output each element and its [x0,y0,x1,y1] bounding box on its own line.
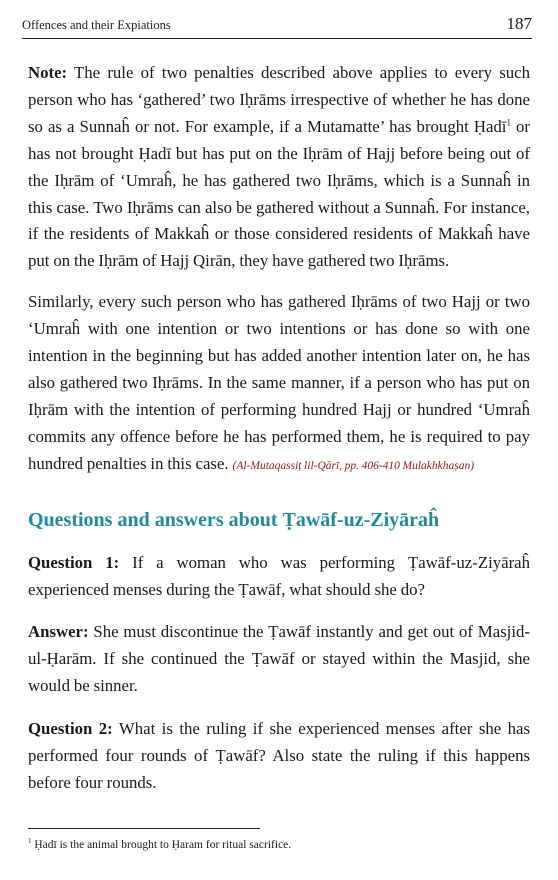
question-1-label: Question 1: [28,552,120,572]
footnote-mark: 1 [28,837,32,846]
section-heading: Questions and answers about Ṭawāf-uz-Ziyāraĥ [28,508,440,531]
question-2 [28,716,530,797]
note-paragraph [28,60,530,275]
question-1 [28,550,530,604]
page-number: 187 [506,14,532,33]
footnote-reference[interactable]: 1 [506,117,511,128]
running-header [22,10,532,39]
answer-1-text: She must discontinue the Ṭawāf instantly and get out of Masjid-ul-Ḥarām. If she continued the Ṭawāf or stayed within the Masjid, she would be sinner. [28,622,530,696]
question-2-text: What is the ruling if she experienced menses after she has performed four rounds of Ṭawāf? Also state the ruling if this happens before four rounds. [28,719,530,792]
note-text-part-2: or has not brought Ḥadī but has put on the Iḥrām of Hajj before being out of the Iḥrām of ‘Umraĥ, he has gathered two Iḥrāms, which is a Sunnaĥ in this case. Two Iḥrāms can also be gathered without a Sunnaĥ. For instance, if the residents of Makkaĥ or those considered residents of Makkaĥ have put on the Iḥrām of Hajj Qirān, they have gathered two Iḥrāms. [28,116,530,271]
citation: (Al-Mutaqassiṭ lil-Qārī, pp. 406-410 Mulakhkhaṣan) [232,459,475,472]
answer-1 [28,619,530,700]
question-2-label: Question 2: [28,719,113,739]
footnote [28,838,291,852]
similarly-text: Similarly, every such person who has gathered Iḥrāms of two Hajj or two ‘Umraĥ with one intention or two intentions or has done so with one intention in the beginning but has added another intention later on, he has also gathered two Iḥrāms. In the same manner, if a person who has put on Iḥrām with the intention of performing hundred Hajj or hundred ‘Umraĥ commits any offence before he has performed them, he is required to pay hundred penalties in this case. [28,292,530,473]
similarly-paragraph [28,289,530,479]
footnote-text: Ḥadī is the animal brought to Ḥaram for ritual sacrifice. [31,839,292,851]
answer-1-label: Answer: [28,622,89,642]
footnote-divider [28,828,260,829]
note-text-part-1: The rule of two penalties described above applies to every such person who has ‘gathered’ two Iḥrāms irrespective of whether he has done so as a Sunnaĥ or not. For example, if a Mutamatte’ has brought Ḥadī [28,63,530,136]
running-header-title: Offences and their Expiations [22,18,171,32]
page-body [28,60,530,797]
question-1-text: If a woman who was performing Ṭawāf-uz-Ziyāraĥ experienced menses during the Ṭawāf, what should she do? [28,552,530,599]
note-label: Note: [28,63,68,82]
